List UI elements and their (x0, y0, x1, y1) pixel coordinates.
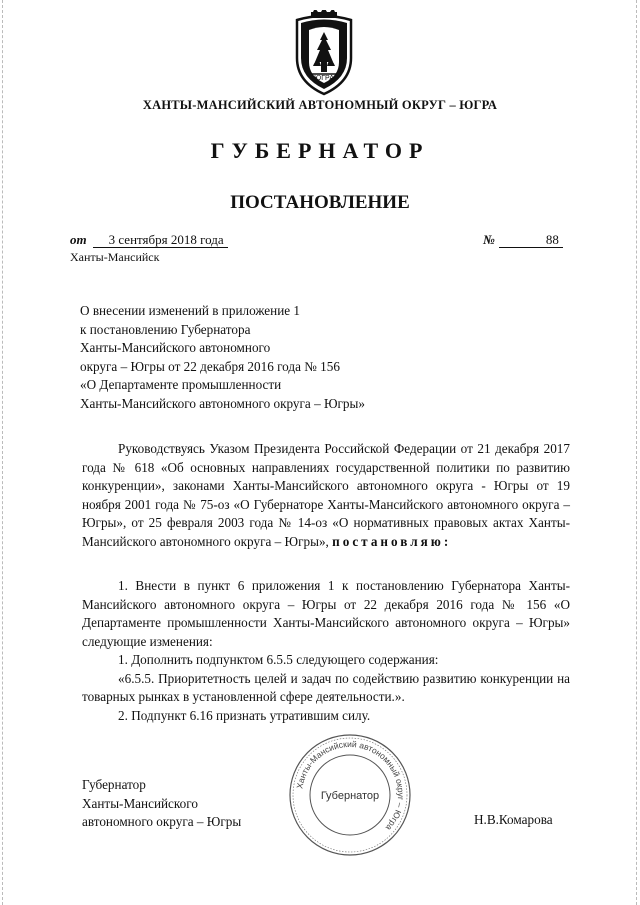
signatory-title-line: Ханты-Мансийского (82, 795, 198, 811)
document-number: 88 (499, 233, 563, 248)
item-1-quote: «6.5.5. Приоритетность целей и задач по содействию развитию конкуренции на товарных рынках в установленной сфере деятельности.». (82, 670, 570, 704)
decree-subject (80, 302, 420, 413)
preamble-paragraph (82, 440, 570, 551)
resolve-word: постановляю: (332, 533, 452, 549)
subject-line: к постановлению Губернатора (80, 321, 251, 337)
decree-items (82, 577, 570, 725)
issue-city: Ханты-Мансийск (70, 250, 160, 264)
document-type-title: ПОСТАНОВЛЕНИЕ (230, 192, 410, 213)
seal-ring-text: Ханты-Мансийский автономный округ – Югра (294, 738, 407, 833)
date-line (70, 232, 228, 248)
subject-line: Ханты-Мансийского автономного (80, 340, 271, 355)
number-prefix: № (483, 232, 495, 247)
subject-line: О внесении изменений в приложение 1 (80, 303, 301, 318)
seal-center-text: Губернатор (320, 790, 380, 802)
emblem-label: ЮГРА (314, 75, 334, 82)
signer-name: Н.В.Комарова (474, 812, 553, 827)
official-seal-stamp (287, 732, 413, 858)
signatory-title-line: Губернатор (82, 777, 146, 792)
number-line (483, 232, 563, 248)
authority-title: ГУБЕРНАТОР (210, 138, 430, 163)
signatory-title (82, 776, 241, 832)
signatory-title-line: автономного округа – Югры (82, 814, 242, 829)
subject-line: «О Департаменте промышленности (80, 377, 282, 392)
scan-edge-right (636, 0, 638, 905)
subject-line: округа – Югры от 22 декабря 2016 года № 156 (80, 358, 340, 374)
scan-edge-left (2, 0, 4, 905)
item-2: 2. Подпункт 6.16 признать утратившим силу. (118, 707, 371, 723)
subject-line: Ханты-Мансийского автономного округа – Югры» (80, 395, 365, 411)
date-prefix: от (70, 232, 87, 247)
item-1-1: 1. Дополнить подпунктом 6.5.5 следующего содержания: (118, 652, 439, 667)
coat-of-arms-emblem (291, 10, 357, 96)
document-date: 3 сентября 2018 года (93, 233, 228, 248)
item-1: 1. Внести в пункт 6 приложения 1 к постановлению Губернатора Ханты-Мансийского автономного округа – Югры от 22 декабря 2016 года № 156 «О Департаменте промышленности Ханты-Мансийского автономного округа – Югры» следующие изменения: (82, 578, 570, 649)
region-name: ХАНТЫ-МАНСИЙСКИЙ АВТОНОМНЫЙ ОКРУГ – ЮГРА (142, 98, 498, 112)
preamble-text: Руководствуясь Указом Президента Российской Федерации от 21 декабря 2017 года № 618 «Об основных направлениях государственной политики по развитию конкуренции», законами Ханты-Мансийского автономного округа - Югры от 19 ноября 2001 года № 75-оз «О Губернаторе Ханты-Мансийского автономного округа – Югры», от 25 февраля 2003 года № 14-оз «О нормативных правовых актах Ханты-Мансийского автономного округа – Югры», (82, 441, 570, 549)
